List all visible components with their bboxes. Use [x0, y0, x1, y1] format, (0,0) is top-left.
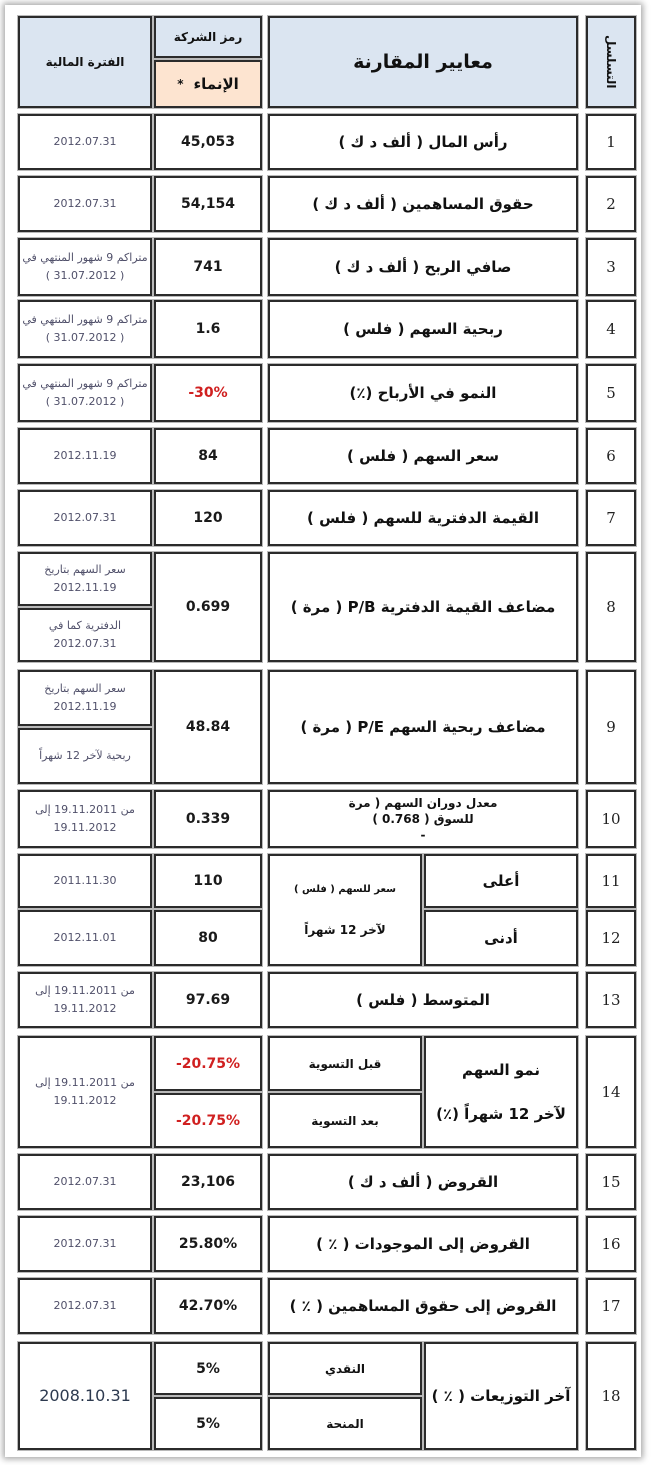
row-13-criterion: المتوسط ( فلس )	[267, 971, 579, 1029]
row-12-value: 80	[153, 909, 263, 967]
row-4-value: 1.6	[153, 299, 263, 359]
row-12-number: 12	[585, 909, 637, 967]
row-14-value-after: -20.75%	[153, 1092, 263, 1149]
row-14-date: من 19.11.2011 إلى 19.11.2012	[17, 1035, 153, 1149]
header-serial: التسلسل	[585, 15, 637, 109]
row-18-value-bonus: 5%	[153, 1396, 263, 1451]
row-14-sub-before: قبل التسوية	[267, 1035, 423, 1092]
row-17-date: 2012.07.31	[17, 1277, 153, 1335]
row-10-number: 10	[585, 789, 637, 849]
row-15-number: 15	[585, 1153, 637, 1211]
row-5-date: متراكم 9 شهور المنتهي في ( 31.07.2012 )	[17, 363, 153, 423]
row-8-date-top: سعر السهم بتاريخ 2012.11.19	[17, 551, 153, 607]
row-3-number: 3	[585, 237, 637, 297]
row-2-date: 2012.07.31	[17, 175, 153, 233]
row-18-number: 18	[585, 1341, 637, 1451]
row-5-criterion: النمو في الأرباح (٪)	[267, 363, 579, 423]
header-company-name: * الإنماء	[153, 59, 263, 109]
row-6-date: 2012.11.19	[17, 427, 153, 485]
row-5-value: -30%	[153, 363, 263, 423]
header-criteria: معايير المقارنة	[267, 15, 579, 109]
header-company-symbol: رمز الشركة	[153, 15, 263, 59]
row-11-criterion: أعلى	[423, 853, 579, 909]
row-2-criterion: حقوق المساهمين ( ألف د ك )	[267, 175, 579, 233]
row-17-number: 17	[585, 1277, 637, 1335]
row-18-sub-bonus: المنحة	[267, 1396, 423, 1451]
row-9-date-bottom: ربحية لآخر 12 شهراً	[17, 727, 153, 785]
row-1-number: 1	[585, 113, 637, 171]
row-11-number: 11	[585, 853, 637, 909]
comparison-table	[5, 5, 641, 1457]
row-3-criterion: صافي الربح ( ألف د ك )	[267, 237, 579, 297]
row-13-date: من 19.11.2011 إلى 19.11.2012	[17, 971, 153, 1029]
row-18-date: 2008.10.31	[17, 1341, 153, 1451]
row-3-value: 741	[153, 237, 263, 297]
row-16-number: 16	[585, 1215, 637, 1273]
row-7-criterion: القيمة الدفترية للسهم ( فلس )	[267, 489, 579, 547]
row-15-value: 23,106	[153, 1153, 263, 1211]
row-14-sub-after: بعد التسوية	[267, 1092, 423, 1149]
row-16-date: 2012.07.31	[17, 1215, 153, 1273]
row-9-value: 48.84	[153, 669, 263, 785]
row-15-date: 2012.07.31	[17, 1153, 153, 1211]
row-7-date: 2012.07.31	[17, 489, 153, 547]
row-6-criterion: سعر السهم ( فلس )	[267, 427, 579, 485]
row-2-value: 54,154	[153, 175, 263, 233]
row-5-number: 5	[585, 363, 637, 423]
row-15-criterion: القروض ( ألف د ك )	[267, 1153, 579, 1211]
row-1-value: 45,053	[153, 113, 263, 171]
row-12-criterion: أدنى	[423, 909, 579, 967]
row-4-number: 4	[585, 299, 637, 359]
row-11-value: 110	[153, 853, 263, 909]
row-2-number: 2	[585, 175, 637, 233]
row-10-date: من 19.11.2011 إلى 19.11.2012	[17, 789, 153, 849]
row-11-date: 2011.11.30	[17, 853, 153, 909]
star-mark: *	[177, 77, 184, 91]
row-4-date: متراكم 9 شهور المنتهي في ( 31.07.2012 )	[17, 299, 153, 359]
row-9-date-top: سعر السهم بتاريخ 2012.11.19	[17, 669, 153, 727]
row-11-12-group-label: سعر للسهم ( فلس ) لآخر 12 شهراً	[267, 853, 423, 967]
row-18-value-cash: 5%	[153, 1341, 263, 1396]
row-8-value: 0.699	[153, 551, 263, 663]
row-13-value: 97.69	[153, 971, 263, 1029]
row-8-number: 8	[585, 551, 637, 663]
row-10-criterion: معدل دوران السهم ( مرة للسوق ( 0.768 ) -	[267, 789, 579, 849]
row-6-number: 6	[585, 427, 637, 485]
row-8-criterion: مضاعف القيمة الدفترية P/B ( مرة )	[267, 551, 579, 663]
row-4-criterion: ربحية السهم ( فلس )	[267, 299, 579, 359]
row-17-value: 42.70%	[153, 1277, 263, 1335]
row-7-value: 120	[153, 489, 263, 547]
row-17-criterion: القروض إلى حقوق المساهمين ( ٪ )	[267, 1277, 579, 1335]
row-3-date: متراكم 9 شهور المنتهي في ( 31.07.2012 )	[17, 237, 153, 297]
header-period: الفترة المالية	[17, 15, 153, 109]
row-14-value-before: -20.75%	[153, 1035, 263, 1092]
row-9-criterion: مضاعف ربحية السهم P/E ( مرة )	[267, 669, 579, 785]
row-6-value: 84	[153, 427, 263, 485]
row-14-criterion: نمو السهم لآخر 12 شهراً (٪)	[423, 1035, 579, 1149]
row-16-value: 25.80%	[153, 1215, 263, 1273]
row-7-number: 7	[585, 489, 637, 547]
row-16-criterion: القروض إلى الموجودات ( ٪ )	[267, 1215, 579, 1273]
row-12-date: 2012.11.01	[17, 909, 153, 967]
row-9-number: 9	[585, 669, 637, 785]
row-18-sub-cash: النقدي	[267, 1341, 423, 1396]
row-18-criterion: آخر التوزيعات ( ٪ )	[423, 1341, 579, 1451]
row-13-number: 13	[585, 971, 637, 1029]
row-1-date: 2012.07.31	[17, 113, 153, 171]
row-1-criterion: رأس المال ( ألف د ك )	[267, 113, 579, 171]
row-8-date-bottom: الدفترية كما في 2012.07.31	[17, 607, 153, 663]
row-14-number: 14	[585, 1035, 637, 1149]
row-10-value: 0.339	[153, 789, 263, 849]
